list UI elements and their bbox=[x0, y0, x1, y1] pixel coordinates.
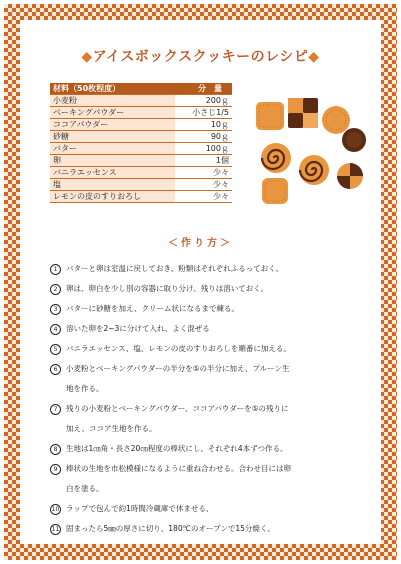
step-number-badge bbox=[50, 279, 61, 299]
cookies-illustration bbox=[254, 98, 372, 210]
step-text-line: バターと卵は室温に戻しておき、粉類はそれぞれふるっておく。 bbox=[66, 264, 284, 273]
step-number: 2 bbox=[50, 284, 61, 295]
step-number-badge bbox=[50, 319, 61, 339]
step-text-line: 加え、ココア生地を作る。 bbox=[66, 424, 157, 433]
method-step bbox=[50, 459, 370, 499]
ingredient-row bbox=[50, 167, 232, 179]
method-step bbox=[50, 499, 370, 519]
step-text-line: 生地は1㎝角・長さ20㎝程度の棒状にし、それぞれ4本ずつ作る。 bbox=[66, 444, 288, 453]
ingredients-table bbox=[50, 83, 232, 203]
cookie-swirl-1 bbox=[261, 143, 291, 173]
cookie-checkered bbox=[288, 98, 318, 128]
step-text-line: 固まったら5㎜の厚さに切り、180℃のオーブンで15分焼く。 bbox=[66, 524, 275, 533]
step-number: 6 bbox=[50, 364, 61, 375]
ingredient-row bbox=[50, 143, 232, 155]
method-step bbox=[50, 359, 370, 399]
step-number-badge bbox=[50, 339, 61, 359]
title-text: アイスボックスクッキーのレシピ bbox=[92, 49, 309, 65]
method-step bbox=[50, 259, 370, 279]
ingredient-row bbox=[50, 119, 232, 131]
step-number: 11 bbox=[51, 525, 60, 533]
cookie-round-dark-inner bbox=[346, 132, 362, 148]
ingredients-header-amount: 分 量 bbox=[175, 83, 232, 95]
ingredient-row bbox=[50, 131, 232, 143]
step-number-badge bbox=[50, 399, 61, 419]
step-number: 4 bbox=[50, 324, 61, 335]
step-text-line: 棒状の生地を市松模様になるように重ね合わせる。合わせ目には卵 bbox=[66, 464, 291, 473]
method-step bbox=[50, 279, 370, 299]
ingredient-amount: 90ｇ bbox=[175, 131, 232, 143]
step-text-line: 卵は、卵白を少し別の容器に取り分け、残りは溶いておく。 bbox=[66, 284, 269, 293]
ingredient-amount: 100ｇ bbox=[175, 143, 232, 155]
ingredients-header-name: 材料（50枚程度） bbox=[50, 83, 175, 95]
step-text-line: 白を塗る。 bbox=[66, 484, 104, 493]
step-number: 1 bbox=[50, 264, 61, 275]
method-step bbox=[50, 319, 370, 339]
page-title bbox=[20, 46, 381, 66]
step-number-badge bbox=[50, 299, 61, 319]
ingredient-amount: 少々 bbox=[175, 179, 232, 191]
step-text-line: 地を作る。 bbox=[66, 384, 104, 393]
method-steps bbox=[50, 259, 370, 539]
ingredient-amount: 1個 bbox=[175, 155, 232, 167]
step-number: 9 bbox=[50, 464, 61, 475]
title-diamond-left: ◆ bbox=[81, 49, 93, 65]
content-area bbox=[20, 20, 381, 544]
ingredient-amount: 小さじ1/5 bbox=[175, 107, 232, 119]
method-title: ＜作り方＞ bbox=[168, 238, 233, 249]
step-number-badge bbox=[50, 519, 61, 539]
ingredient-amount: 10ｇ bbox=[175, 119, 232, 131]
step-text-line: バターに砂糖を加え、クリーム状になるまで練る。 bbox=[66, 304, 239, 313]
ingredient-name: 砂糖 bbox=[50, 131, 175, 143]
step-number: 3 bbox=[50, 304, 61, 315]
method-step bbox=[50, 299, 370, 319]
ingredients-body bbox=[50, 95, 232, 203]
ingredient-name: ココアパウダー bbox=[50, 119, 175, 131]
method-step bbox=[50, 439, 370, 459]
cookie-round-checker bbox=[337, 163, 363, 189]
step-number: 5 bbox=[50, 344, 61, 355]
ingredient-amount: 200ｇ bbox=[175, 95, 232, 107]
ingredient-name: 小麦粉 bbox=[50, 95, 175, 107]
ingredient-name: バター bbox=[50, 143, 175, 155]
step-number-badge bbox=[50, 459, 61, 479]
ingredient-amount: 少々 bbox=[175, 167, 232, 179]
ingredient-row bbox=[50, 95, 232, 107]
cookie-swirl-2 bbox=[299, 155, 329, 185]
step-text-line: 溶いた卵を2~3に分けて入れ、よく混ぜる bbox=[66, 324, 210, 333]
method-step bbox=[50, 339, 370, 359]
ingredient-row bbox=[50, 107, 232, 119]
method-step bbox=[50, 519, 370, 539]
step-text-line: ラップで包んで約1時間冷蔵庫で休ませる、 bbox=[66, 504, 214, 513]
ingredient-row bbox=[50, 179, 232, 191]
step-text-line: 残りの小麦粉とベーキングパウダー、ココアパウダーを⑤の残りに bbox=[66, 404, 289, 413]
step-number: 10 bbox=[51, 505, 60, 513]
ingredient-name: 卵 bbox=[50, 155, 175, 167]
ingredient-amount: 少々 bbox=[175, 191, 232, 203]
step-text-line: 小麦粉とベーキングパウダーの半分を⑤の半分に加え、プルーン生 bbox=[66, 364, 290, 373]
step-number-badge bbox=[50, 439, 61, 459]
step-number-badge bbox=[50, 259, 61, 279]
ingredients-header-row bbox=[50, 83, 232, 95]
step-number-badge bbox=[50, 499, 61, 519]
step-number: 7 bbox=[50, 404, 61, 415]
step-number-badge bbox=[50, 359, 61, 379]
cookie-square-bottom bbox=[262, 178, 288, 204]
ingredient-name: バニラエッセンス bbox=[50, 167, 175, 179]
title-diamond-right: ◆ bbox=[308, 49, 320, 65]
method-step bbox=[50, 399, 370, 439]
ingredient-name: 塩 bbox=[50, 179, 175, 191]
ingredient-name: レモンの皮のすりおろし bbox=[50, 191, 175, 203]
ingredient-row bbox=[50, 191, 232, 203]
step-text-line: バニラエッセンス、塩、レモンの皮のすりおろしを順番に加える。 bbox=[66, 344, 291, 353]
ingredient-row bbox=[50, 155, 232, 167]
ingredient-name: ベーキングパウダー bbox=[50, 107, 175, 119]
step-number: 8 bbox=[50, 444, 61, 455]
